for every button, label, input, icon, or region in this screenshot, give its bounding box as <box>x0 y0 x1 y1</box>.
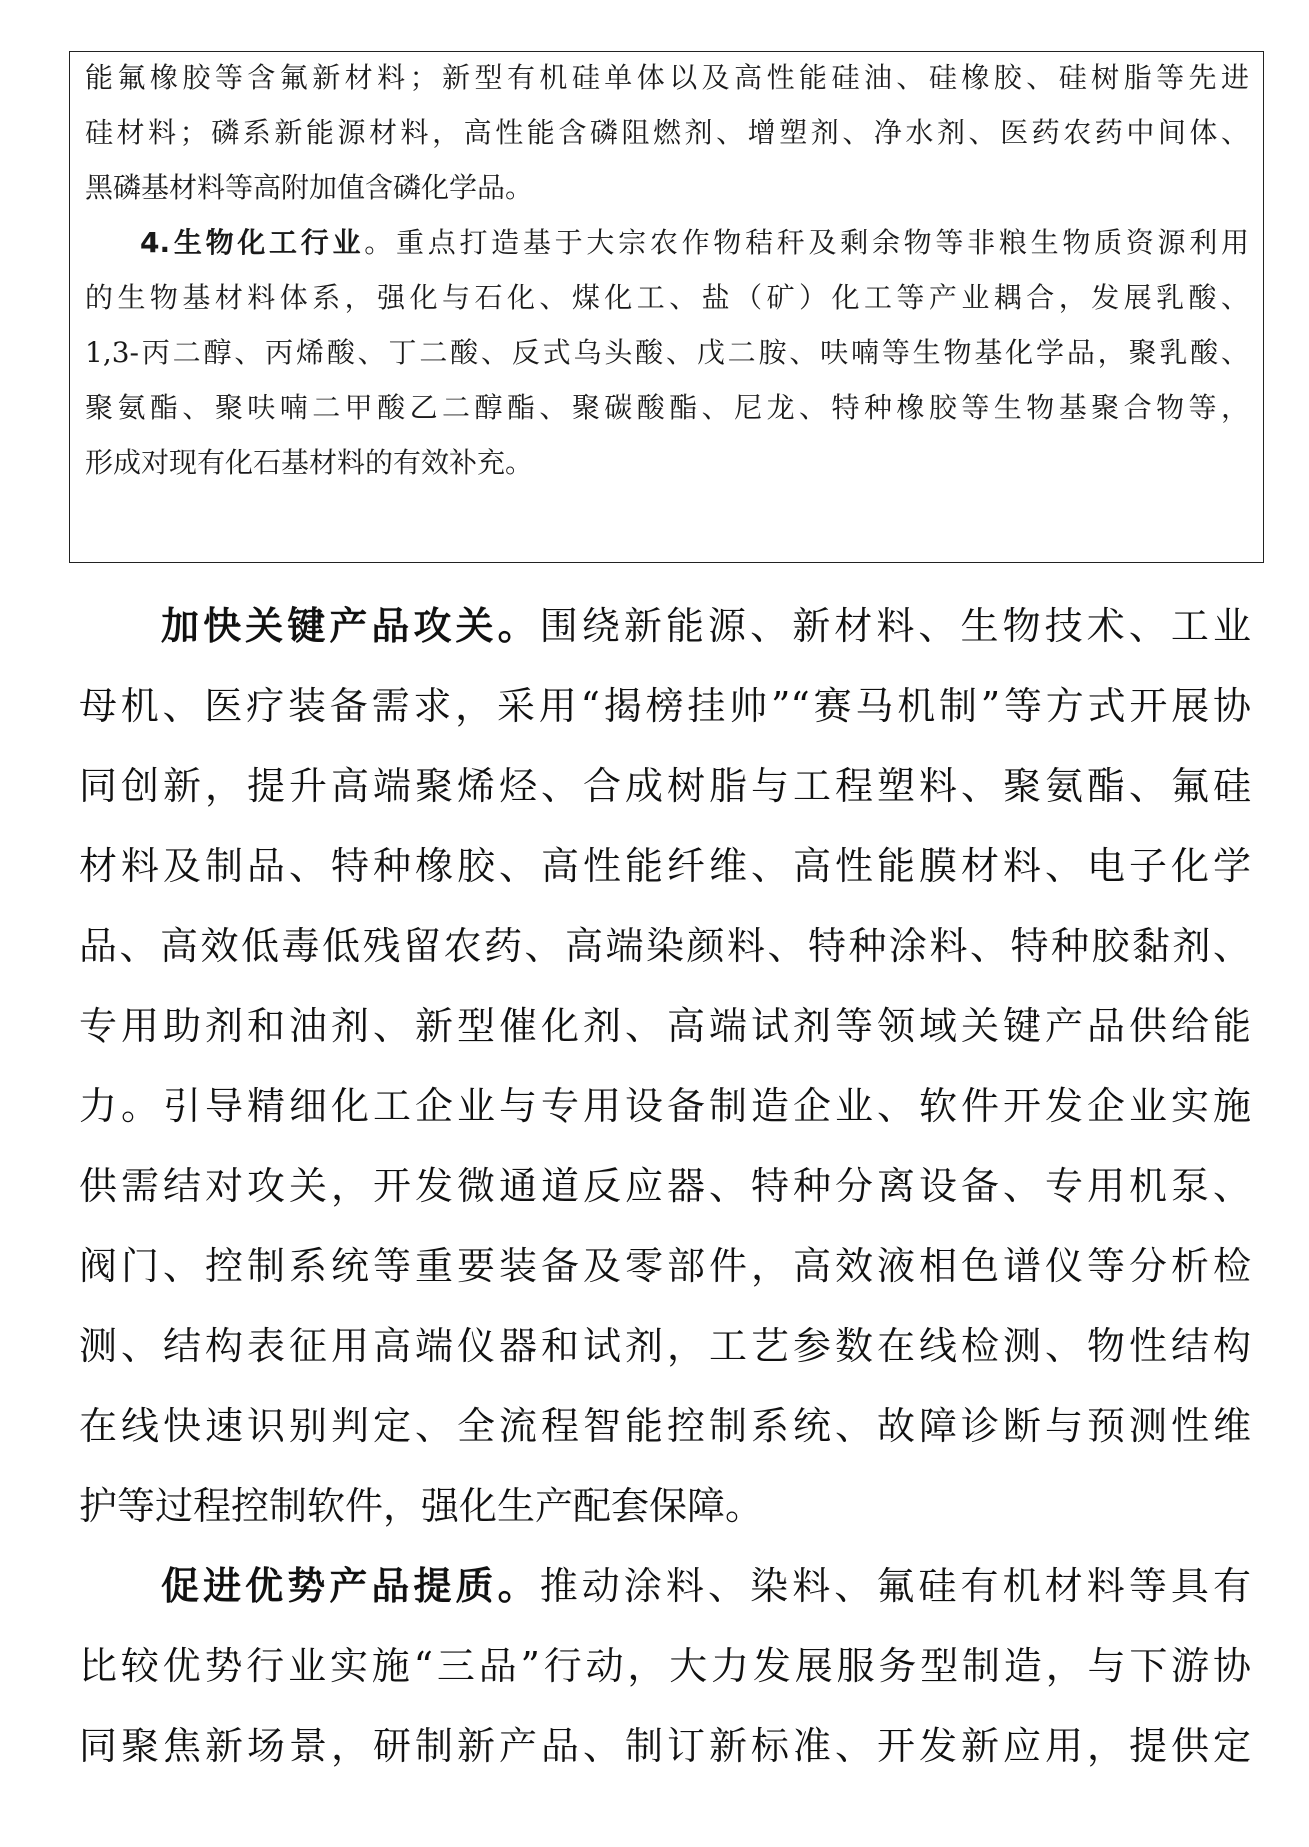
para2-heading: 促进优势产品提质。 <box>161 1564 540 1608</box>
box-line-2: 硅材料；磷系新能源材料，高性能含磷阻燃剂、增塑剂、净水剂、医药农药中间体、 <box>85 116 1249 149</box>
para1-line: 品、高效低毒低残留农药、高端染颜料、特种涂料、特种胶黏剂、 <box>79 924 1251 968</box>
item4-rest: 。重点打造基于大宗农作物秸秆及剩余物等非粮生物质资源利用 <box>364 226 1249 259</box>
box-line-1: 能氟橡胶等含氟新材料；新型有机硅单体以及高性能硅油、硅橡胶、硅树脂等先进 <box>85 61 1249 94</box>
para1-line: 在线快速识别判定、全流程智能控制系统、故障诊断与预测性维 <box>79 1404 1251 1448</box>
para1-line: 专用助剂和油剂、新型催化剂、高端试剂等领域关键产品供给能 <box>79 1004 1251 1048</box>
para2-line: 同聚焦新场景，研制新产品、制订新标准、开发新应用，提供定 <box>79 1724 1251 1768</box>
item4-heading: 4.生物化工行业 <box>140 226 365 259</box>
box-line-7: 聚氨酯、聚呋喃二甲酸乙二醇酯、聚碳酸酯、尼龙、特种橡胶等生物基聚合物等， <box>85 391 1249 424</box>
para1-line: 材料及制品、特种橡胶、高性能纤维、高性能膜材料、电子化学 <box>79 844 1251 888</box>
para2-first-rest: 推动涂料、染料、氟硅有机材料等具有 <box>539 1564 1251 1608</box>
box-item4-line <box>140 223 1249 263</box>
box-line-5: 的生物基材料体系，强化与石化、煤化工、盐（矿）化工等产业耦合，发展乳酸、 <box>85 281 1249 314</box>
para2-line: 比较优势行业实施“三品”行动，大力发展服务型制造，与下游协 <box>79 1644 1251 1688</box>
para1-last-line: 护等过程控制软件，强化生产配套保障。 <box>79 1484 764 1528</box>
para1-line: 测、结构表征用高端仪器和试剂，工艺参数在线检测、物性结构 <box>79 1324 1251 1368</box>
para1-line: 阀门、控制系统等重要装备及零部件，高效液相色谱仪等分析检 <box>79 1244 1251 1288</box>
para1-line: 力。引导精细化工企业与专用设备制造企业、软件开发企业实施 <box>79 1084 1251 1128</box>
para1-line: 母机、医疗装备需求，采用“揭榜挂帅”“赛马机制”等方式开展协 <box>79 684 1251 728</box>
para1-first-line <box>161 600 1251 652</box>
para1-first-rest: 围绕新能源、新材料、生物技术、工业 <box>539 604 1251 648</box>
para1-heading: 加快关键产品攻关。 <box>161 604 540 648</box>
para1-line: 同创新，提升高端聚烯烃、合成树脂与工程塑料、聚氨酯、氟硅 <box>79 764 1251 808</box>
box-line-6: 1,3-丙二醇、丙烯酸、丁二酸、反式乌头酸、戊二胺、呋喃等生物基化学品，聚乳酸、 <box>85 336 1249 369</box>
box-line-8: 形成对现有化石基材料的有效补充。 <box>85 446 534 479</box>
para1-line: 供需结对攻关，开发微通道反应器、特种分离设备、专用机泵、 <box>79 1164 1251 1208</box>
para2-first-line <box>161 1560 1251 1612</box>
box-line-3: 黑磷基材料等高附加值含磷化学品。 <box>85 171 534 204</box>
